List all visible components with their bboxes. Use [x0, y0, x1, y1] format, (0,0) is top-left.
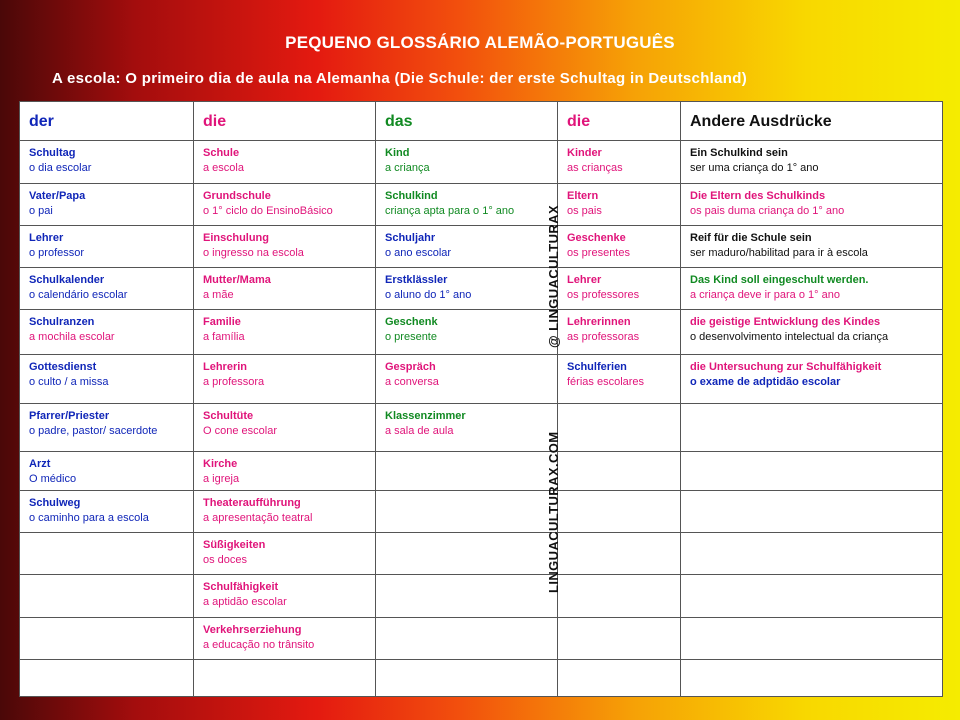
der-cell: [20, 404, 194, 452]
watermark-handle: @ LINGUACULTURAX: [546, 204, 561, 348]
empty-cell: [681, 404, 943, 452]
german-word: Lehrerin: [203, 361, 248, 373]
german-word: Einschulung: [203, 232, 269, 244]
empty-cell: [681, 660, 943, 697]
empty-cell: [376, 575, 558, 618]
german-word: Lehrer: [567, 274, 602, 286]
german-word: Schuljahr: [385, 232, 436, 244]
german-expression: Ein Schulkind sein: [690, 147, 788, 159]
german-word: Geschenke: [567, 232, 626, 244]
translation: o presente: [385, 331, 437, 343]
translation: as crianças: [567, 162, 623, 174]
table-row: [20, 575, 943, 618]
das-cell: [376, 141, 558, 184]
empty-cell: [20, 533, 194, 575]
die-cell: [194, 141, 376, 184]
german-word: Pfarrer/Priester: [29, 410, 110, 422]
german-word: Schulranzen: [29, 316, 95, 328]
andere-cell: [681, 310, 943, 355]
translation: O cone escolar: [203, 425, 277, 437]
die-cell: [194, 355, 376, 404]
german-word: Theateraufführung: [203, 497, 301, 509]
translation: o aluno do 1° ano: [385, 289, 472, 301]
empty-cell: [558, 618, 681, 660]
german-word: Mutter/Mama: [203, 274, 271, 286]
table-row: [20, 310, 943, 355]
translation: O médico: [29, 473, 77, 485]
das-cell: [376, 226, 558, 268]
das-cell: [376, 268, 558, 310]
german-expression: Die Eltern des Schulkinds: [690, 190, 826, 202]
translation: a sala de aula: [385, 425, 454, 437]
die-cell: [194, 491, 376, 533]
empty-cell: [376, 618, 558, 660]
translation: o exame de adptidão escolar: [690, 376, 841, 388]
page-subtitle: A escola: O primeiro dia de aula na Alemanha (Die Schule: der erste Schultag in Deutschland): [52, 70, 747, 87]
german-word: Schultag: [29, 147, 76, 159]
translation: o ingresso na escola: [203, 247, 304, 259]
empty-cell: [558, 404, 681, 452]
german-word: Schulweg: [29, 497, 81, 509]
empty-cell: [376, 491, 558, 533]
translation: a conversa: [385, 376, 439, 388]
german-word: Kirche: [203, 458, 238, 470]
das-cell: [376, 310, 558, 355]
german-expression: Das Kind soll eingeschult werden.: [690, 274, 869, 286]
translation: o calendário escolar: [29, 289, 128, 301]
translation: os pais: [567, 205, 602, 217]
empty-cell: [681, 491, 943, 533]
empty-cell: [558, 575, 681, 618]
header-der: der: [20, 102, 194, 141]
die-cell: [194, 226, 376, 268]
german-word: Familie: [203, 316, 241, 328]
german-word: Lehrerinnen: [567, 316, 631, 328]
german-word: Erstklässler: [385, 274, 448, 286]
der-cell: [20, 226, 194, 268]
der-cell: [20, 268, 194, 310]
translation: a educação no trânsito: [203, 639, 315, 651]
translation: férias escolares: [567, 376, 645, 388]
die-plural-cell: [558, 141, 681, 184]
german-word: Eltern: [567, 190, 599, 202]
german-word: Schulkalender: [29, 274, 105, 286]
translation: o 1° ciclo do EnsinoBásico: [203, 205, 333, 217]
empty-cell: [558, 660, 681, 697]
empty-cell: [681, 533, 943, 575]
german-word: Gespräch: [385, 361, 436, 373]
translation: a mochila escolar: [29, 331, 115, 343]
empty-cell: [194, 660, 376, 697]
header-andere: Andere Ausdrücke: [681, 102, 943, 141]
german-word: Kinder: [567, 147, 602, 159]
german-expression: die geistige Entwicklung des Kindes: [690, 316, 881, 328]
translation: o culto / a missa: [29, 376, 109, 388]
translation: o pai: [29, 205, 53, 217]
german-word: Süßigkeiten: [203, 539, 266, 551]
table-row: [20, 491, 943, 533]
page-title: PEQUENO GLOSSÁRIO ALEMÃO-PORTUGUÊS: [285, 33, 675, 52]
der-cell: [20, 491, 194, 533]
die-plural-cell: [558, 226, 681, 268]
die-cell: [194, 268, 376, 310]
watermark-url: LINGUACULTURAX.COM: [546, 431, 561, 593]
der-cell: [20, 184, 194, 226]
german-word: Schule: [203, 147, 240, 159]
die-plural-cell: [558, 355, 681, 404]
empty-cell: [20, 618, 194, 660]
die-cell: [194, 404, 376, 452]
translation: o caminho para a escola: [29, 512, 149, 524]
translation: o dia escolar: [29, 162, 92, 174]
der-cell: [20, 355, 194, 404]
translation: a família: [203, 331, 245, 343]
die-plural-cell: [558, 310, 681, 355]
translation: a aptidão escolar: [203, 596, 287, 608]
translation: os doces: [203, 554, 248, 566]
translation: a criança deve ir para o 1° ano: [690, 289, 840, 301]
die-cell: [194, 310, 376, 355]
translation: a apresentação teatral: [203, 512, 313, 524]
german-word: Schulferien: [567, 361, 627, 373]
der-cell: [20, 141, 194, 184]
translation: a mãe: [203, 289, 234, 301]
german-expression: Reif für die Schule sein: [690, 232, 812, 244]
empty-cell: [558, 452, 681, 491]
german-word: Schulkind: [385, 190, 438, 202]
empty-cell: [558, 533, 681, 575]
table-row: [20, 452, 943, 491]
die-cell: [194, 452, 376, 491]
empty-cell: [20, 575, 194, 618]
german-word: Schulfähigkeit: [203, 581, 279, 593]
andere-cell: [681, 355, 943, 404]
translation: o professor: [29, 247, 85, 259]
table-row: [20, 533, 943, 575]
empty-cell: [376, 452, 558, 491]
header-row: [20, 102, 943, 141]
andere-cell: [681, 184, 943, 226]
translation: a igreja: [203, 473, 240, 485]
translation: os professores: [567, 289, 640, 301]
german-word: Klassenzimmer: [385, 410, 466, 422]
header-das: das: [376, 102, 558, 141]
german-word: Kind: [385, 147, 410, 159]
german-word: Grundschule: [203, 190, 271, 202]
translation: o desenvolvimento intelectual da criança: [690, 331, 889, 343]
translation: a escola: [203, 162, 244, 174]
die-cell: [194, 533, 376, 575]
table-row: [20, 141, 943, 184]
translation: os pais duma criança do 1° ano: [690, 205, 845, 217]
table-row: [20, 404, 943, 452]
table-row: [20, 355, 943, 404]
andere-cell: [681, 226, 943, 268]
der-cell: [20, 310, 194, 355]
translation: o ano escolar: [385, 247, 452, 259]
table-row: [20, 618, 943, 660]
table-row: [20, 184, 943, 226]
german-word: Geschenk: [385, 316, 438, 328]
der-cell: [20, 452, 194, 491]
german-word: Gottesdienst: [29, 361, 97, 373]
die-cell: [194, 575, 376, 618]
empty-cell: [20, 660, 194, 697]
translation: o padre, pastor/ sacerdote: [29, 425, 158, 437]
das-cell: [376, 404, 558, 452]
andere-cell: [681, 268, 943, 310]
german-word: Vater/Papa: [29, 190, 86, 202]
translation: as professoras: [567, 331, 640, 343]
translation: ser maduro/habilitad para ir à escola: [690, 247, 868, 259]
empty-cell: [376, 533, 558, 575]
table-row: [20, 660, 943, 697]
empty-cell: [376, 660, 558, 697]
empty-cell: [681, 452, 943, 491]
german-word: Schultüte: [203, 410, 254, 422]
das-cell: [376, 184, 558, 226]
translation: a criança: [385, 162, 430, 174]
german-word: Verkehrserziehung: [203, 624, 302, 636]
empty-cell: [681, 618, 943, 660]
translation: a professora: [203, 376, 265, 388]
die-plural-cell: [558, 184, 681, 226]
header-die-plural: die: [558, 102, 681, 141]
die-cell: [194, 184, 376, 226]
table-row: [20, 226, 943, 268]
german-expression: die Untersuchung zur Schulfähigkeit: [690, 361, 882, 373]
translation: os presentes: [567, 247, 630, 259]
das-cell: [376, 355, 558, 404]
table-row: [20, 268, 943, 310]
translation: ser uma criança do 1° ano: [690, 162, 819, 174]
glossary-table: [19, 101, 943, 697]
die-plural-cell: [558, 268, 681, 310]
die-cell: [194, 618, 376, 660]
header-die: die: [194, 102, 376, 141]
andere-cell: [681, 141, 943, 184]
empty-cell: [681, 575, 943, 618]
translation: criança apta para o 1° ano: [385, 205, 515, 217]
german-word: Lehrer: [29, 232, 64, 244]
german-word: Arzt: [29, 458, 51, 470]
empty-cell: [558, 491, 681, 533]
